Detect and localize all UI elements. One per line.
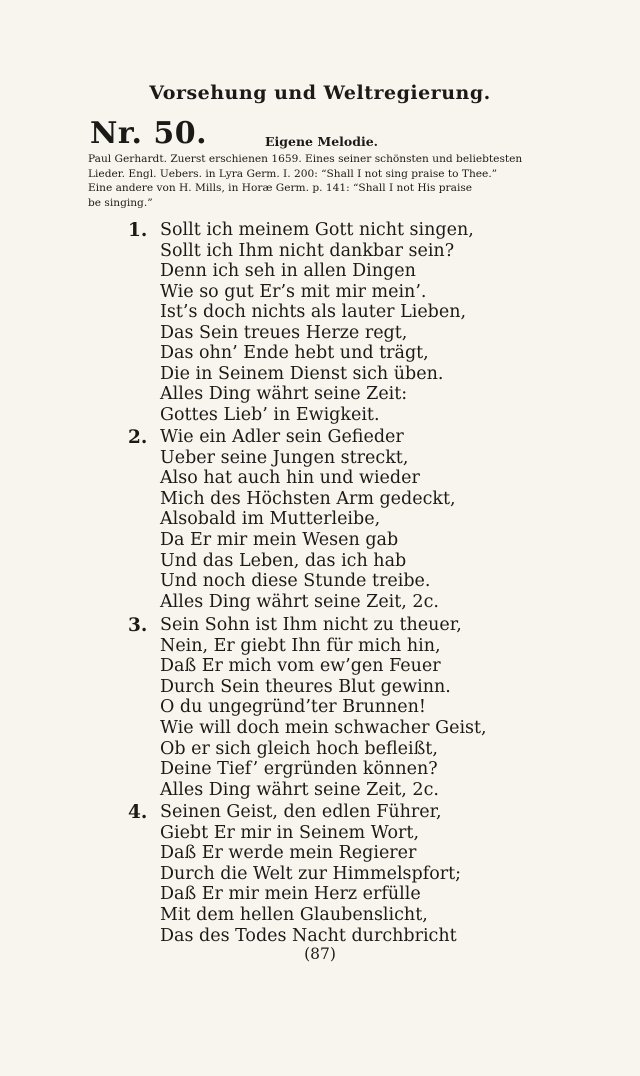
verse-line: Seinen Geist, den edlen Führer, bbox=[160, 802, 442, 822]
verse-line: Sollt ich meinem Gott nicht singen, bbox=[160, 220, 474, 240]
verse-line: Ob er sich gleich hoch befleißt, bbox=[160, 738, 438, 759]
verse-line: Also hat auch hin und wieder bbox=[160, 468, 420, 489]
page-number: (87) bbox=[304, 945, 336, 963]
verse-line: Wie ein Adler sein Gefieder bbox=[160, 427, 404, 447]
verse-line: Das des Todes Nacht durchbricht bbox=[160, 925, 457, 946]
verse-line: Gottes Lieb’ in Ewigkeit. bbox=[160, 404, 380, 425]
verse-line: Mich des Höchsten Arm gedeckt, bbox=[160, 488, 456, 509]
verse-line: O du ungegründ’ter Brunnen! bbox=[160, 697, 426, 718]
verse-line: Durch die Welt zur Himmelspfort; bbox=[160, 863, 462, 884]
verse-line: Daß Er mich vom ew’gen Feuer bbox=[160, 656, 441, 677]
verse-line: Denn ich seh in allen Dingen bbox=[160, 261, 416, 281]
verse-line: Ist’s doch nichts als lauter Lieben, bbox=[160, 302, 467, 322]
stanza-number: 1. bbox=[128, 220, 148, 241]
verse-line: Wie so gut Er’s mit mir mein’. bbox=[160, 281, 427, 302]
verse-line: Alles Ding währt seine Zeit, 2c. bbox=[160, 591, 439, 612]
verse-line: Die in Seinem Dienst sich üben. bbox=[160, 363, 444, 384]
verse-line: Durch Sein theures Blut gewinn. bbox=[160, 676, 451, 697]
verse-line: Wie will doch mein schwacher Geist, bbox=[160, 718, 487, 738]
attribution-note bbox=[88, 152, 540, 210]
stanza-number: 2. bbox=[128, 427, 148, 448]
verse-line: Daß Er werde mein Regierer bbox=[160, 843, 417, 864]
attribution-line: Lieder. Engl. Uebers. in Lyra Germ. I. 200: “Shall I not sing praise to Thee.” bbox=[88, 167, 498, 180]
attribution-line: Eine andere von H. Mills, in Horæ Germ. p. 141: “Shall I not His praise bbox=[88, 182, 473, 194]
stanza-number: 3. bbox=[128, 615, 148, 636]
hymn-number: Nr. 50. bbox=[90, 116, 208, 151]
attribution-line: be singing.” bbox=[88, 196, 153, 209]
section-title: Vorsehung und Weltregierung. bbox=[149, 82, 491, 104]
verse-line: Alles Ding währt seine Zeit: bbox=[160, 384, 408, 404]
verse-line: Nein, Er giebt Ihn für mich hin, bbox=[160, 635, 441, 656]
verse-line: Und das Leben, das ich hab bbox=[160, 550, 407, 571]
verse-line: Mit dem hellen Glaubenslicht, bbox=[160, 905, 428, 925]
verse-line: Da Er mir mein Wesen gab bbox=[160, 530, 399, 550]
attribution-line: Paul Gerhardt. Zuerst erschienen 1659. Eines seiner schönsten und beliebtesten bbox=[88, 153, 523, 165]
verse-line: Alsobald im Mutterleibe, bbox=[160, 509, 381, 530]
stanza-number: 4. bbox=[128, 802, 148, 823]
verse-line: Daß Er mir mein Herz erfülle bbox=[160, 884, 421, 905]
verse-line: Und noch diese Stunde treibe. bbox=[160, 571, 431, 592]
verse-line: Ueber seine Jungen streckt, bbox=[160, 447, 409, 468]
melody-label: Eigene Melodie. bbox=[265, 134, 379, 149]
verse-line: Sollt ich Ihm nicht dankbar sein? bbox=[160, 240, 455, 261]
verse-line: Giebt Er mir in Seinem Wort, bbox=[160, 822, 420, 843]
verse-line: Das Sein treues Herze regt, bbox=[160, 322, 408, 343]
verse-line: Deine Tief’ ergründen können? bbox=[160, 759, 438, 780]
verse-line: Sein Sohn ist Ihm nicht zu theuer, bbox=[160, 615, 462, 635]
verse-line: Alles Ding währt seine Zeit, 2c. bbox=[160, 779, 439, 800]
verse-line: Das ohn’ Ende hebt und trägt, bbox=[160, 343, 429, 363]
